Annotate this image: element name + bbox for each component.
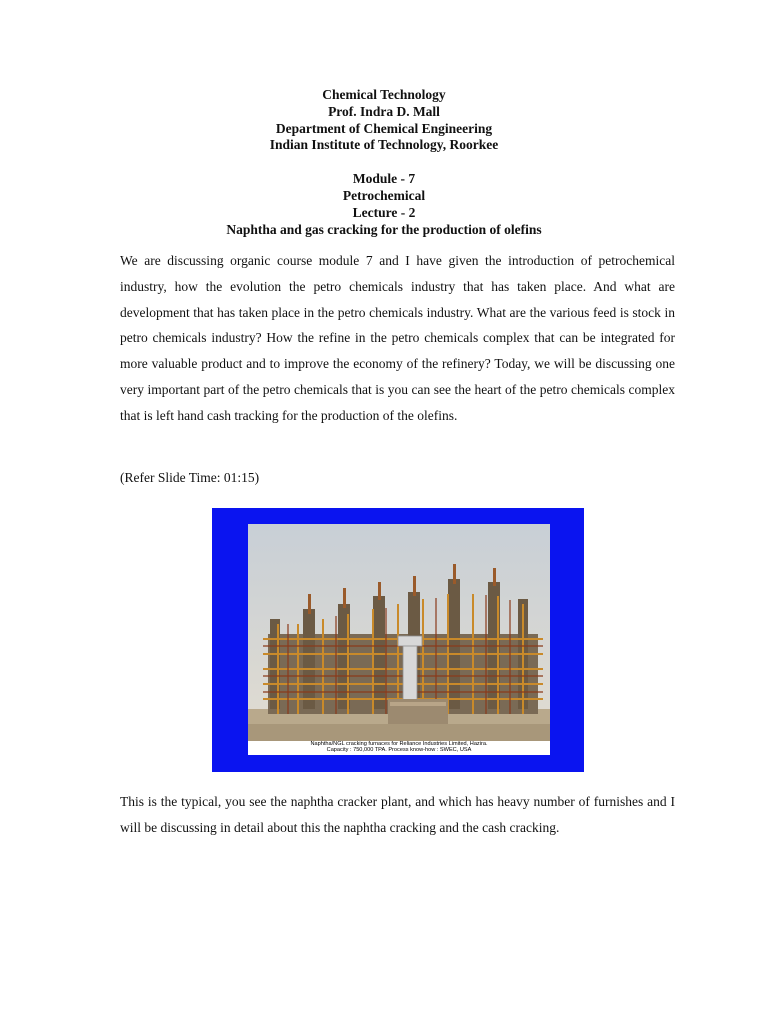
slide-time-reference: (Refer Slide Time: 01:15) [120, 470, 260, 485]
author-name: Prof. Indra D. Mall [328, 103, 440, 119]
body-paragraph-1: We are discussing organic course module 7 and I have given the introduction of petrochemical industry, how the evolution the petro chemicals industry that has taken place. And what are development that has taken place in the petro chemicals industry. What are the various feed is stock in petro chemicals industry? How the refine in the petro chemicals complex that can be integrated for more valuable product and to improve the economy of the refinery? Today, we will be discussing one very important part of the petro chemicals that is you can see the heart of the petro chemicals complex that is left hand cash tracking for the production of the olefins. [120, 253, 675, 423]
header-spacer [0, 154, 768, 171]
document-header [0, 87, 768, 238]
module-subject: Petrochemical [342, 187, 426, 203]
institute-name: Indian Institute of Technology, Roorkee [269, 137, 499, 153]
department-name: Department of Chemical Engineering [275, 120, 493, 136]
slide-caption [248, 741, 550, 755]
course-title: Chemical Technology [322, 87, 446, 102]
module-number: Module - 7 [352, 171, 416, 187]
lecture-title: Naphtha and gas cracking for the production of olefins [226, 221, 542, 237]
plant-illustration [248, 524, 550, 755]
lecture-slide [212, 508, 584, 772]
slide-caption-line-2: Capacity : 750,000 TPA. Process know-how : SWEC, USA [326, 747, 472, 754]
body-paragraph-2: This is the typical, you see the naphtha cracker plant, and which has heavy number of furnishes and I will be discussing in detail about this the naphtha cracking and the cash cracking. [120, 794, 675, 835]
cracker-plant-photo [248, 524, 550, 755]
lecture-number: Lecture - 2 [352, 204, 416, 220]
slide-caption-line-1: Naphtha/NGL cracking furnaces for Reliance Industries Limited, Hazira. [310, 741, 488, 747]
